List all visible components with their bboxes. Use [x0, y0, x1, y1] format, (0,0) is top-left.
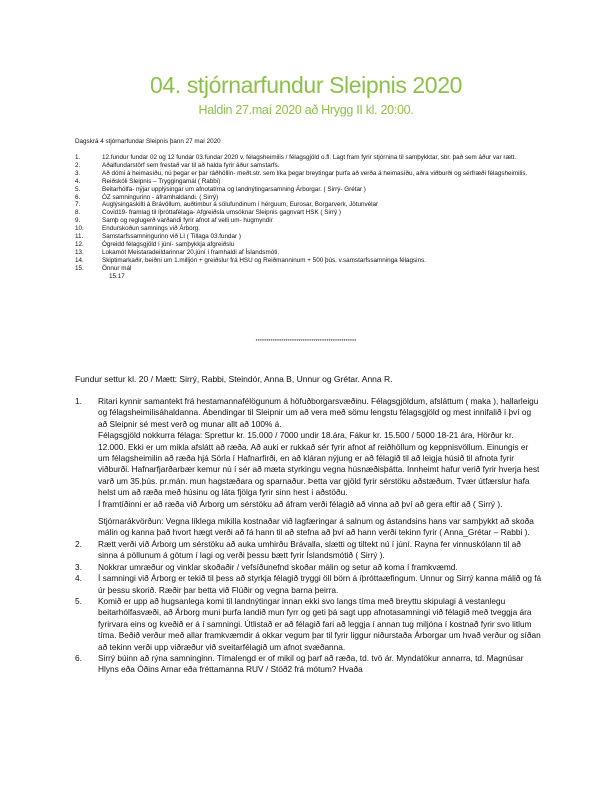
agenda-item	[75, 225, 540, 233]
minutes-paragraph: Stjórnarákvörðun: Vegna líklega mikilla kostnaðar við lagfæringar á salnum og ástandsins hans var samþykkt að skoða málin og kanna það hvort hægt verði að fá hann til að stefna að því að hann verði tekinn fyrir ( Anna_Grétar – Rabbi ).	[98, 516, 534, 538]
agenda-item	[75, 241, 540, 249]
agenda-item-number: 15.	[75, 264, 84, 272]
minutes-item	[75, 396, 542, 539]
agenda-item-text: ÓZ samningurinn - áframhaldandi. ( Sirrý)	[102, 193, 219, 201]
minutes-item	[75, 562, 542, 573]
minutes-item-number: 1.	[75, 396, 82, 406]
minutes-list	[75, 396, 542, 676]
minutes-item	[75, 573, 542, 596]
agenda-item-text: Reiðskóli Sleipnis – Tryggingamál ( Rabbi)	[102, 177, 221, 185]
agenda-item-text: 12.fundur fundar 02 og 12 fundar 03.fundar 2020 v. félagsheimilis / félagsgjöld o.fl. Lagt fram fyrir stjórnina til samþykktar, sbr. það sem áður var rætt.	[102, 154, 517, 161]
minutes-item	[75, 539, 542, 562]
agenda-item-text: Að dómi á heimasíðu, nú þegar er þar ráðhöllin- meðt.str. sem líka þegar breytingar þurfa að verða á heimasíðu, aðra viðburði og sérfræði félagsheimilis.	[102, 169, 528, 177]
agenda-item-number: 9.	[75, 217, 81, 225]
agenda-item	[75, 162, 540, 170]
agenda-item-number: 14.	[75, 256, 84, 264]
agenda-item	[75, 265, 540, 273]
agenda-item-number: 7.	[75, 201, 81, 209]
minutes-paragraph: Í samningi við Árborg er tekið til þess að styrkja félagið tryggi öll börn á íþróttaæfingum. Unnur og Sirrý kanna málið og fá úr þessu skorið. Ræðir þar betta við Flúðir og vegna barna þeirra.	[98, 573, 542, 595]
agenda-item-text: Samstarfssamningurinn við LI ( Tillaga 03.fundar )	[102, 233, 241, 241]
agenda-item	[75, 273, 540, 281]
minutes-item	[75, 596, 542, 653]
agenda-list	[75, 154, 540, 281]
agenda-item-text: 15.17	[109, 272, 125, 280]
minutes-paragraph: Félagsgjöld nokkurra félaga: Sprettur kr. 15.000 / 7000 undir 18.ára, Fákur kr. 15.500 / 5000 18-21 ára, Hörður kr. 12.000. Ekki er um mikla afslátt að ræða. Að auki er rukkað sér fyrir afnot af reiðhöllum og keppnisvöllum. Einungis er um félagsheimilin að ræða hjá Sörla í Hafnarfirði, en að kláran nýjung er að félagið til að leigja húsið til afnota fyrir viðburði. Hafnarfjarðarbær kemur nú í sér að mæta styrkingu vegna húsnæðisþátta. Innheimt hafur verið fyrir hverja hest varð um 35.þús. pr.mán. mun hagstæðara og sparnaður. Þetta var gjöld fyrir sérstöku aðstæðum. Tvær útfærslur hafa helst um að ræða með húsinu og láta fjölga fyrir sinn hest í aðstöðu.	[98, 430, 540, 498]
page-subtitle: Haldin 27.maí 2020 að Hrygg II kl. 20:00.	[198, 103, 414, 117]
section-divider: ***********************************************	[255, 339, 357, 345]
agenda-item	[75, 170, 540, 178]
page-title: 04. stjórnarfundur Sleipnis 2020	[150, 72, 462, 98]
agenda-heading: Dagskrá 4 stjórnarfundar Sleipnis þann 27 maí 2020	[75, 138, 221, 145]
minutes-item	[75, 653, 542, 676]
agenda-item-text: Aðalfundarstörf sem frestað var til að halda fyrir áður samstarfs.	[102, 161, 280, 169]
minutes-paragraph: Rætt verði við Árborg um sérstöku að auka umhirðu Brávalla, slætti og tiltekt nú í júní. Rayna fer vinnuskólann til að sinna á pöllunum á götum í lagi og verði þessu bætt fyrir Íslandsmótið ( Sirrý ).	[98, 538, 521, 561]
agenda-item-number: 13.	[75, 248, 84, 256]
agenda-item	[75, 178, 540, 186]
agenda-item-text: Beitarhólfa- nýjar upplýsingar um afnotatíma og landnýtingarsamning Árborgar. ( Sirrý- Grétar )	[102, 185, 366, 193]
agenda-item-number: 12.	[75, 240, 84, 248]
agenda-item-text: Lokamót Meistaradeildarinnar 20.júní í framhaldi af Íslandsmóti.	[102, 248, 280, 256]
agenda-item	[75, 257, 540, 265]
minutes-paragraph: Komið er upp að hugsanlega komi til landnýtingar innan ekki svo langs tíma með breyttu skipulagi á vestanlegu beitarhólfasvæði, að Árborg muni þurfa landið mun fyrr og geti þá sagt upp afnotasamningi við félagið með tveggja ára fyrirvara eins og kveðið er á í samningi. Útlistað er að félagið fari að leggja í annan tug miljóna í kostnað fyrir svo litlum tíma. Beðið verður með allar framkvæmdir á okkar vegum þar til fyrir liggur niðurstaða Árborgar um hvað verður og síðan að tekinn verði upp viðræður við sveitarfélagið um afnot svæðanna.	[98, 595, 541, 652]
agenda-item	[75, 154, 540, 162]
minutes-item-number: 3.	[75, 561, 82, 572]
agenda-item-text: Covid19- framlag til íþróttafélaga- Afgreiðsla umsóknar Sleipnis gagnvart HSK ( Sirrý )	[102, 209, 342, 217]
agenda-item-number: 1.	[75, 154, 81, 161]
agenda-item	[75, 217, 540, 225]
minutes-item-number: 2.	[75, 538, 82, 549]
agenda-item-number: 2.	[75, 161, 81, 169]
agenda-item-text: Endurskoðun samnings við Árborg.	[102, 225, 201, 233]
agenda-item	[75, 186, 540, 194]
attendance-line: Fundur settur kl. 20 / Mætt: Sirrý, Rabbi, Steindór, Anna B, Unnur og Grétar. Anna R.	[75, 374, 393, 384]
minutes-item-number: 6.	[75, 652, 82, 663]
agenda-item-text: Auglýsingaskilti á Brávöllum, auðtimbur á sölufundinum í hérguum, Eurosar, Borgarverk, Jötunvélar	[102, 201, 379, 209]
minutes-item-number: 5.	[75, 595, 82, 606]
agenda-item-number: 3.	[75, 169, 81, 177]
agenda-item-number: 6.	[75, 193, 81, 201]
agenda-item	[75, 249, 540, 257]
agenda-item-text: Önnur mál	[102, 264, 132, 272]
agenda-item-number: 4.	[75, 177, 81, 185]
agenda-item-text: Samþ og reglugerð varðandi fyrir afnot af velli um- hugmyndir	[102, 217, 273, 225]
agenda-item-text: Skiptimarkaðir, beiðni um 1.milljón + greiðslur frá HSU og Reiðmanninum + 500 þús. v.samstarfssamninga félagsins.	[102, 256, 426, 264]
minutes-paragraph: Í framtíðinni er að ræða við Árborg um sérstöku að áfram verði félagið að vinna að því að gera eftir að ( Sirrý ).	[98, 498, 503, 509]
agenda-item	[75, 233, 540, 241]
agenda-item-text: Ógreidd félagsgjöld í júní- samþykkja afgreiðslu	[102, 240, 235, 248]
minutes-paragraph: Nokkrar umræður og vinklar skoðaðir / vefsíðunefnd skoðar málin og setur að koma í framkvæmd.	[98, 561, 458, 572]
agenda-item-number: 8.	[75, 209, 81, 217]
minutes-paragraph: Sirrý búinn að rýna samninginn. Tímalengd er of mikil og þarf að ræða, td. tvö ár. Myndatökur annarra, td. Magnúsar Hlyns eða Óðins Arnar eða fréttamanna RUV / Stöð2 frá mótum? Hvaða	[98, 652, 524, 675]
agenda-item-number: 10.	[75, 225, 84, 233]
minutes-item-number: 4.	[75, 573, 82, 584]
agenda-item-number: 5.	[75, 185, 81, 193]
agenda-item-number: 11.	[75, 233, 84, 241]
minutes-paragraph: Ritari kynnir samantekt frá hestamannafélögunum á höfuðborgarsvæðinu. Félagsgjöldum, afsláttum ( maka ), hallarleigu og félagsheimilisáhaldanna. Ábendingar til Sleipnir um að vera með sömu lengstu félagsgjöld og mest innifalið í því og að Sleipnir sé mest verð og munar allt að 100% á.	[98, 396, 539, 429]
